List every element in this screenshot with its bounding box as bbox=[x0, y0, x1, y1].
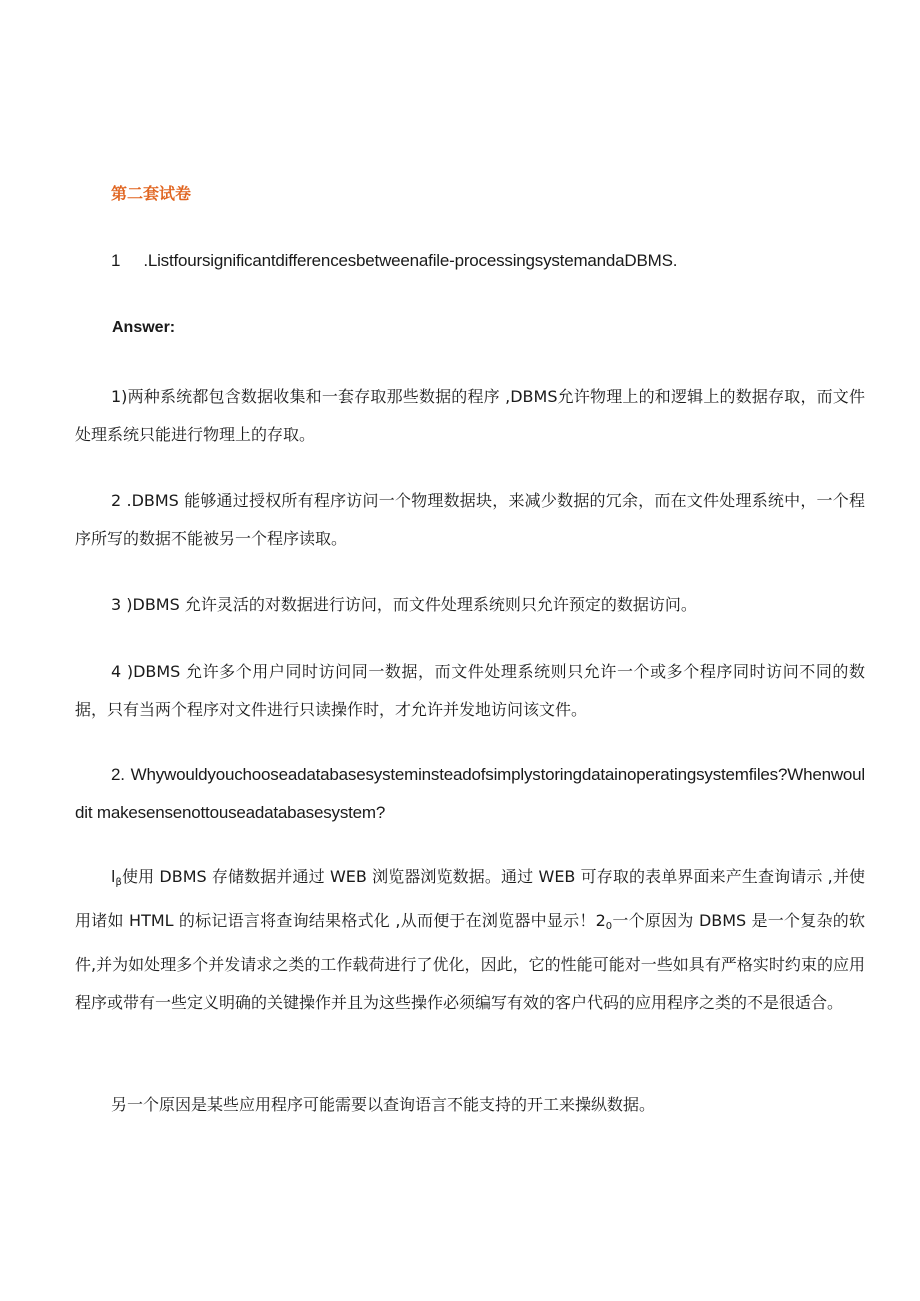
answer-2-text-b: 一个原因为 DBMS 是一个复杂的软件,并为如处理多个并发请求之类的工作载荷进行了优化，因此，它的性能可能对一些如具有严格实时约束的应用程序或带有一些定义明确的关键操作并且为这些操作必须编写有效的客户代码的应用程序之类的不是很适合。 bbox=[75, 911, 865, 1012]
answer-2-paragraph-1 bbox=[75, 858, 865, 1022]
document-title: 第二套试卷 bbox=[111, 184, 192, 203]
question-1-number: 1 bbox=[111, 251, 121, 270]
answer-1-point-3: 3 )DBMS 允许灵活的对数据进行访问，而文件处理系统则只允许预定的数据访问。 bbox=[111, 595, 697, 614]
answer-2-text-a: 使用 DBMS 存储数据并通过 WEB 浏览器浏览数据。通过 WEB 可存取的表单界面来产生查询请示 ,并使用诸如 HTML 的标记语言将查询结果格式化 ,从而便于在浏览器中显示！2 bbox=[75, 867, 865, 930]
answer-2-subscript-2: 0 bbox=[605, 921, 613, 932]
answer-1-point-2: 2 .DBMS 能够通过授权所有程序访问一个物理数据块，来减少数据的冗余，而在文件处理系统中，一个程序所写的数据不能被另一个程序读取。 bbox=[75, 491, 865, 548]
answer-2-subscript: β bbox=[115, 877, 122, 888]
question-1 bbox=[111, 250, 677, 272]
answer-2-paragraph-2: 另一个原因是某些应用程序可能需要以查询语言不能支持的开工来操纵数据。 bbox=[111, 1095, 656, 1114]
answer-2-prefix: l bbox=[111, 867, 116, 886]
question-2: 2. Whywouldyouchooseadatabasesysteminsteadofsimplystoringdatainoperatingsystemfiles?Whenwouldit makesensenottouseadatabasesystem? bbox=[75, 765, 865, 822]
answer-1-point-4: 4 )DBMS 允许多个用户同时访问同一数据，而文件处理系统则只允许一个或多个程序同时访问不同的数据，只有当两个程序对文件进行只读操作时，才允许并发地访问该文件。 bbox=[75, 662, 865, 719]
answer-1-point-1: 1)两种系统都包含数据收集和一套存取那些数据的程序 ,DBMS允许物理上的和逻辑上的数据存取，而文件处理系统只能进行物理上的存取。 bbox=[75, 387, 865, 444]
question-1-text: .Listfoursignificantdifferencesbetweenafile-processingsystemandaDBMS. bbox=[143, 251, 678, 270]
answer-label: Answer: bbox=[112, 319, 176, 336]
